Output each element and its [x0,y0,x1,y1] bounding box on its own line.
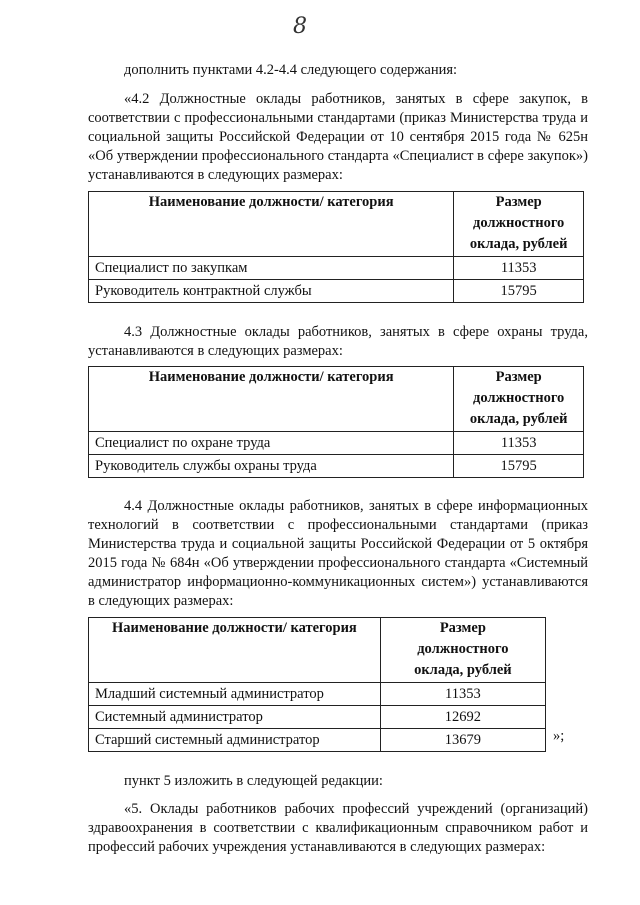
point-5-intro: пункт 5 изложить в следующей редакции: [124,773,383,789]
column-header-salary [380,618,545,683]
salary-cell: 15795 [454,455,584,478]
position-cell: Системный администратор [89,706,381,729]
column-header-salary [454,367,584,432]
section-4-2-paragraph: «4.2 Должностные оклады работников, занятых в сфере закупок, в соответствии с профессиональными стандартами (приказ Министерства труда и социальной защиты Российской Федерации от 10 сентября 2015 года № 625н «Об утверждении профессионального стандарта «Специалист в сфере закупок») устанавливаются в следующих размерах: [88,91,588,183]
salary-cell: 11353 [380,683,545,706]
salary-header-line: Размер [495,369,542,385]
table-header-row [89,367,584,432]
table-header-row [89,192,584,257]
intro-paragraph: дополнить пунктами 4.2-4.4 следующего содержания: [124,62,458,78]
table-header-row [89,618,546,683]
table-row [89,432,584,455]
section-4-3-paragraph: 4.3 Должностные оклады работников, занятых в сфере охраны труда, устанавливаются в следующих размерах: [88,324,588,359]
position-cell: Специалист по закупкам [89,257,454,280]
salary-cell: 12692 [380,706,545,729]
position-cell: Руководитель контрактной службы [89,280,454,303]
table-row [89,455,584,478]
salary-header-line: должностного [473,215,565,231]
salary-cell: 13679 [380,729,545,752]
salary-header-line: Размер [495,194,542,210]
salary-cell: 15795 [454,280,584,303]
salary-header-line: должностного [417,641,509,657]
position-cell: Руководитель службы охраны труда [89,455,454,478]
column-header-position: Наименование должности/ категория [89,192,454,257]
labor-safety-salary-table [88,366,584,478]
it-salary-table [88,617,546,752]
point-5-paragraph: «5. Оклады работников рабочих профессий учреждений (организаций) здравоохранения в соответствии с квалификационным справочником работ и профессий рабочих учреждения устанавливаются в следующих размерах: [88,801,588,855]
table-row [89,729,546,752]
salary-cell: 11353 [454,257,584,280]
salary-header-line: Размер [439,620,486,636]
table-row [89,683,546,706]
column-header-position: Наименование должности/ категория [89,367,454,432]
table-row [89,257,584,280]
column-header-salary [454,192,584,257]
salary-header-line: оклада, рублей [414,662,512,678]
table-row [89,280,584,303]
column-header-position: Наименование должности/ категория [89,618,381,683]
salary-header-line: оклада, рублей [469,411,568,427]
closing-quote: »; [553,728,565,744]
table-row [89,706,546,729]
position-cell: Специалист по охране труда [89,432,454,455]
section-4-4-paragraph: 4.4 Должностные оклады работников, занятых в сфере информационных технологий в соответствии с профессиональными стандартами (приказ Министерства труда и социальной защиты Российской Федерации от 5 октября 2015 года № 684н «Об утверждении профессионального стандарта «Системный администратор информационно-коммуникационных систем») устанавливаются в следующих размерах: [88,498,588,609]
procurement-salary-table [88,191,584,303]
page-number: 8 [293,14,307,39]
salary-header-line: должностного [473,390,565,406]
position-cell: Старший системный администратор [89,729,381,752]
position-cell: Младший системный администратор [89,683,381,706]
salary-header-line: оклада, рублей [469,236,568,252]
salary-cell: 11353 [454,432,584,455]
